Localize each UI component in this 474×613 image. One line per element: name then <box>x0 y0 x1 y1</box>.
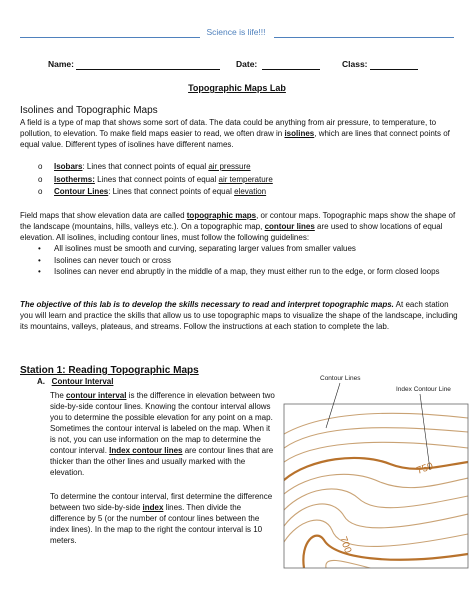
date-label: Date: <box>236 59 258 69</box>
header-rule-left <box>20 37 200 38</box>
contour-lines-pointer <box>326 383 340 428</box>
intro-keyword: isolines <box>284 129 315 138</box>
subsection-marker: A. <box>37 377 45 386</box>
contour-map-figure <box>280 370 470 570</box>
isoline-desc: : Lines that connect points of equal <box>82 162 209 171</box>
contour-line <box>284 520 468 546</box>
di-text-a: To determine the contour interval, first determine the difference between two side-by-side <box>50 492 273 512</box>
ci-keyword-1: contour interval <box>66 391 127 400</box>
rule-text: Isolines can never touch or cross <box>54 256 171 265</box>
para2-text-b: , or contour maps. Topographic maps show the shape of the landscape (mountains, hills, valleys etc.). On a topographic map, <box>20 211 456 231</box>
index-contour-line-label: Index Contour Line <box>396 386 451 393</box>
isoline-desc: : Lines that connect points of equal <box>108 187 235 196</box>
isoline-desc: Lines that connect points of equal <box>94 175 219 184</box>
rule-item <box>38 266 458 288</box>
ci-text-c: are contour lines that are thicker than the other lines and usually marked with the elevation. <box>50 446 274 477</box>
circle-bullet-icon: o <box>38 175 43 184</box>
rule-item <box>38 243 458 254</box>
subsection-title: Contour Interval <box>51 377 114 386</box>
isoline-value: elevation <box>234 187 267 196</box>
index-value-label: 750 <box>415 460 435 477</box>
page-title: Topographic Maps Lab <box>188 83 286 93</box>
objective-italic: The objective of this lab is to develop the skills necessary to read and interpret topographic maps. <box>20 300 394 309</box>
class-blank[interactable] <box>370 69 418 70</box>
isoline-value: air pressure <box>208 162 251 171</box>
isoline-type-item <box>38 161 438 172</box>
station-heading-text: Station 1: Reading Topographic Maps <box>20 365 199 376</box>
topographic-paragraph <box>20 210 458 243</box>
para2-text-a: Field maps that show elevation data are called <box>20 211 187 220</box>
header-text: Science is life!!! <box>206 27 266 37</box>
isoline-value: air temperature <box>218 175 273 184</box>
info-row <box>0 59 474 71</box>
name-label: Name: <box>48 59 74 69</box>
isoline-term: Isobars <box>54 162 83 171</box>
subsection-heading <box>37 377 113 386</box>
intro-text-a: A field is a type of map that shows some sort of data. The data could be anything from air pressure, to temperature, to pollution, to elevation. To make field maps easier to read, we often draw in <box>20 118 437 138</box>
para2-keyword-1: topographic maps <box>186 211 257 220</box>
isoline-type-item <box>38 174 438 185</box>
di-text-b: lines. Then divide the difference by 5 (or the number of contour lines between the index lines). In the map to the right the contour interval is 10 meters. <box>50 503 263 545</box>
rule-text: Isolines can never end abruptly in the middle of a map, they must either run to the edge, or form closed loops <box>54 267 440 276</box>
ci-text-b: is the difference in elevation between two side-by-side contour lines. Knowing the contour interval allows you to determine the possible elevation for any point on a map. Sometimes the contour interval is labeled on the map. When it is not, you can use information on the map to determine the contour interval. <box>50 391 275 455</box>
contour-line <box>326 560 370 568</box>
para2-text-c: are used to show locations of equal elevation. All isolines, including contour lines, must follow the following guidelines: <box>20 222 443 242</box>
isoline-term: Isotherms: <box>54 175 95 184</box>
date-blank[interactable] <box>262 69 320 70</box>
isoline-type-text <box>54 161 251 172</box>
circle-bullet-icon: o <box>38 187 43 196</box>
contour-line <box>284 413 468 434</box>
intro-paragraph <box>20 117 458 150</box>
station-heading <box>20 365 199 376</box>
header-rule-right <box>274 37 454 38</box>
ci-text-a: The <box>50 391 67 400</box>
bullet-icon: • <box>38 256 41 265</box>
determine-interval-paragraph <box>50 491 278 546</box>
objective-rest: At each station you will learn and practice the skills that allow us to use topographic maps to visualize the shape of the landscape, including its mountains, valleys, plateaus, and streams. Follow the instructions at each station to complete the lab. <box>20 300 458 331</box>
isoline-type-item <box>38 186 438 197</box>
para2-keyword-2: contour lines <box>264 222 315 231</box>
objective-paragraph <box>20 299 458 332</box>
index-contour-line <box>284 458 468 480</box>
contour-line <box>284 504 468 528</box>
rule-item <box>38 255 458 266</box>
isoline-type-text <box>54 186 266 197</box>
contour-lines-label: Contour Lines <box>320 375 361 382</box>
contour-line <box>284 489 468 510</box>
class-label: Class: <box>342 59 368 69</box>
name-blank[interactable] <box>76 69 220 70</box>
contour-line <box>284 474 468 494</box>
index-contour-line <box>303 536 468 568</box>
contour-interval-paragraph <box>50 390 278 478</box>
bullet-icon: • <box>38 267 41 276</box>
isoline-term: Contour Lines <box>54 187 109 196</box>
intro-text-b: , which are lines that connect points of equal value. Different types of isolines have different names. <box>20 129 450 149</box>
map-frame <box>284 404 468 568</box>
bullet-icon: • <box>38 244 41 253</box>
section-heading: Isolines and Topographic Maps <box>20 105 158 116</box>
circle-bullet-icon: o <box>38 162 43 171</box>
di-keyword: index <box>142 503 164 512</box>
index-contour-pointer <box>420 394 430 470</box>
index-value-label: 700 <box>337 535 354 555</box>
rule-text: All isolines must be smooth and curving, separating larger values from smaller values <box>54 244 356 253</box>
ci-keyword-2: Index contour lines <box>109 446 183 455</box>
isoline-type-text <box>54 174 273 185</box>
